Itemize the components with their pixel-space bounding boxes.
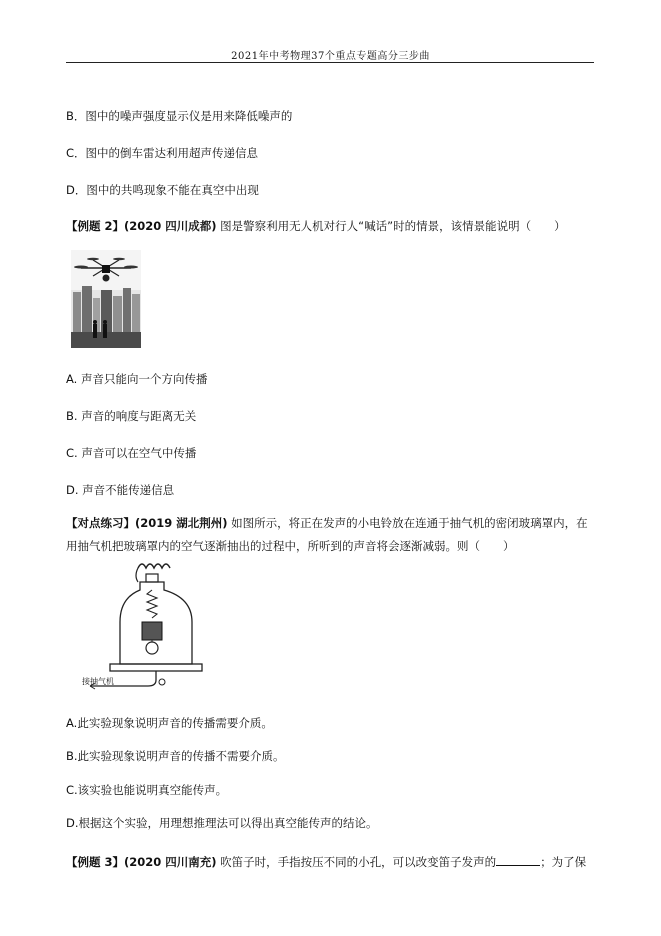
- option-d-prev: D．图中的共鸣现象不能在真空中出现: [66, 183, 259, 197]
- example2-option-a: A. 声音只能向一个方向传播: [66, 372, 208, 386]
- practice-option-b: B.此实验现象说明声音的传播不需要介质。: [66, 749, 285, 763]
- example3-stem-b: ；为了保: [540, 855, 587, 869]
- example3-question: [66, 854, 586, 870]
- practice-option-a: A.此实验现象说明声音的传播需要介质。: [66, 716, 273, 730]
- practice-stem-line1: 如图所示，将正在发声的小电铃放在连通于抽气机的密闭玻璃罩内，在: [227, 516, 588, 530]
- example2-stem: 图是警察利用无人机对行人“喊话”时的情景，该情景能说明（ ）: [216, 219, 566, 233]
- practice-question-line1: [66, 515, 588, 531]
- option-b-prev: B．图中的噪声强度显示仪是用来降低噪声的: [66, 109, 293, 123]
- example2-tag: 【例题 2】(2020 四川成都): [66, 219, 217, 233]
- bell-jar-pump-label: 接抽气机: [82, 677, 114, 686]
- example2-option-c: C. 声音可以在空气中传播: [66, 446, 197, 460]
- option-c-prev: C．图中的倒车雷达利用超声传递信息: [66, 146, 259, 160]
- example2-option-b: B. 声音的响度与距离无关: [66, 409, 197, 423]
- header-divider: [66, 62, 594, 63]
- example2-question: [66, 218, 566, 234]
- example3-tag: 【例题 3】(2020 四川南充): [66, 855, 217, 869]
- example2-option-d: D. 声音不能传递信息: [66, 483, 175, 497]
- drone-photo: [71, 250, 141, 348]
- example3-stem-a: 吹笛子时，手指按压不同的小孔，可以改变笛子发声的: [216, 855, 497, 869]
- practice-question-line2: 用抽气机把玻璃罩内的空气逐渐抽出的过程中，所听到的声音将会逐渐减弱。则（ ）: [66, 539, 515, 553]
- practice-option-d: D.根据这个实验，用理想推理法可以得出真空能传声的结论。: [66, 816, 378, 830]
- page-header-title: 2021年中考物理37个重点专题高分三步曲: [231, 51, 430, 62]
- practice-option-c: C.该实验也能说明真空能传声。: [66, 783, 228, 797]
- practice-tag: 【对点练习】(2019 湖北荆州): [66, 516, 228, 530]
- bell-jar-diagram: [80, 560, 210, 692]
- answer-blank[interactable]: [496, 855, 540, 866]
